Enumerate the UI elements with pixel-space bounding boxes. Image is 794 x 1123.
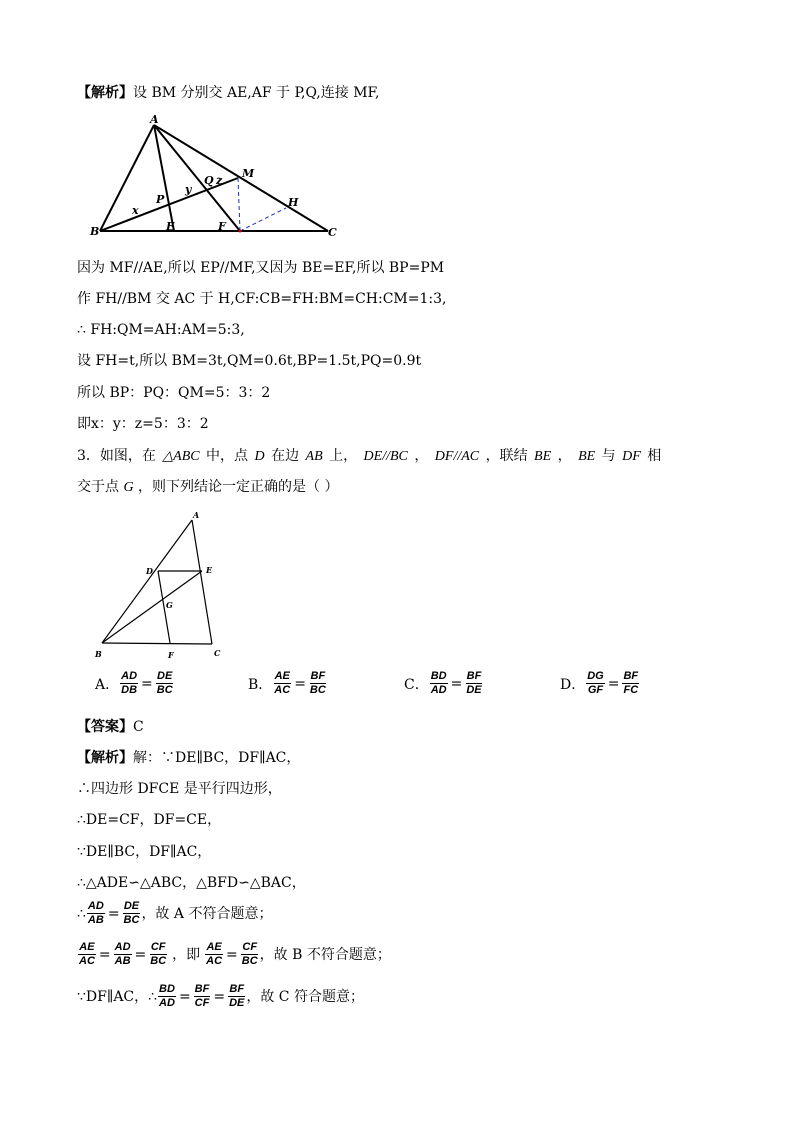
label-B: B xyxy=(90,225,100,238)
question-3-line-1: 3．如图，在 △ABC 中，点 D 在边 AB 上， DE//BC ， DF//AC ，联结 BE ， BE 与 DF 相 xyxy=(77,448,662,464)
label-y: y xyxy=(185,183,192,196)
sol2-line-6: ∴ $\frac{AD}{AB}$ = $\frac{DE}{BC}$ ，故 A 不符合题意； xyxy=(77,900,273,926)
label-F: F xyxy=(218,220,226,233)
sol1-line-2: 作 FH//BM 交 AC 于 H,CF:CB=FH:BM=CH:CM=1:3, xyxy=(77,291,447,307)
analysis-tag: 【解析】 xyxy=(77,85,133,101)
q3-label-B: B xyxy=(95,649,102,659)
question-3-line-2: 交于点 G ，则下列结论一定正确的是（ ） xyxy=(77,479,339,495)
figure-triangle-1 xyxy=(88,115,348,240)
q3-label-E: E xyxy=(206,565,213,575)
sol1-line-5: 所以 BP：PQ：QM=5：3：2 xyxy=(77,385,271,401)
label-E: E xyxy=(166,220,175,233)
option-b[interactable]: B． $\frac{AE}{AC}$ = $\frac{BF}{BC}$ xyxy=(248,670,326,696)
q3-label-G: G xyxy=(166,600,173,610)
label-M: M xyxy=(242,167,255,180)
sol1-line-4: 设 FH=t,所以 BM=3t,QM=0.6t,BP=1.5t,PQ=0.9t xyxy=(77,353,422,369)
answer-line: 【答案】C xyxy=(77,719,144,735)
label-x: x xyxy=(132,204,139,217)
label-C: C xyxy=(328,226,337,239)
sol1-intro-line xyxy=(77,84,380,102)
label-Q: Q xyxy=(204,174,214,187)
sol1-intro: 设 BM 分别交 AE,AF 于 P,Q,连接 MF, xyxy=(133,85,380,101)
q3-label-D: D xyxy=(146,566,153,576)
figure-triangle-2 xyxy=(90,508,230,663)
option-a[interactable]: A． $\frac{AD}{DB}$ = $\frac{DE}{BC}$ xyxy=(95,670,173,696)
q3-label-A: A xyxy=(193,510,200,520)
q3-label-F: F xyxy=(168,650,174,660)
q3-label-C: C xyxy=(214,648,221,658)
label-z: z xyxy=(216,174,223,187)
sol2-line-8: ∵DF∥AC，∴ $\frac{BD}{AD}$ = $\frac{BF}{CF}$ = $\frac{BF}{DE}$ ，故 C 符合题意； xyxy=(77,983,364,1009)
option-c[interactable]: C． $\frac{BD}{AD}$ = $\frac{BF}{DE}$ xyxy=(404,670,482,696)
sol2-line-4: ∵DE∥BC，DF∥AC， xyxy=(77,844,212,860)
sol2-line-2: ∴四边形 DFCE 是平行四边形， xyxy=(77,781,282,797)
sol2-line-1: 【解析】解：∵DE∥BC，DF∥AC， xyxy=(77,750,301,766)
label-A: A xyxy=(150,115,159,126)
sol1-line-1: 因为 MF//AE,所以 EP//MF,又因为 BE=EF,所以 BP=PM xyxy=(77,260,445,276)
sol2-line-5: ∴△ADE∽△ABC，△BFD∽△BAC， xyxy=(77,875,306,891)
label-P: P xyxy=(156,193,165,206)
sol2-line-7: $\frac{AE}{AC}$ = $\frac{AD}{AB}$ = $\frac{CF}{BC}$ ，即 $\frac{AE}{AC}$ = $\frac{CF}{BC}$ ，故 B 不符合题意； xyxy=(79,941,391,967)
label-H: H xyxy=(288,196,299,209)
sol2-line-3: ∴DE=CF，DF=CE， xyxy=(77,812,222,828)
sol1-line-3: ∴ FH:QM=AH:AM=5:3, xyxy=(77,322,245,338)
answer-value: C xyxy=(133,719,144,735)
option-d[interactable]: D． $\frac{DG}{GF}$ = $\frac{BF}{FC}$ xyxy=(560,670,639,696)
sol1-line-6: 即x：y：z=5：3：2 xyxy=(77,416,209,432)
